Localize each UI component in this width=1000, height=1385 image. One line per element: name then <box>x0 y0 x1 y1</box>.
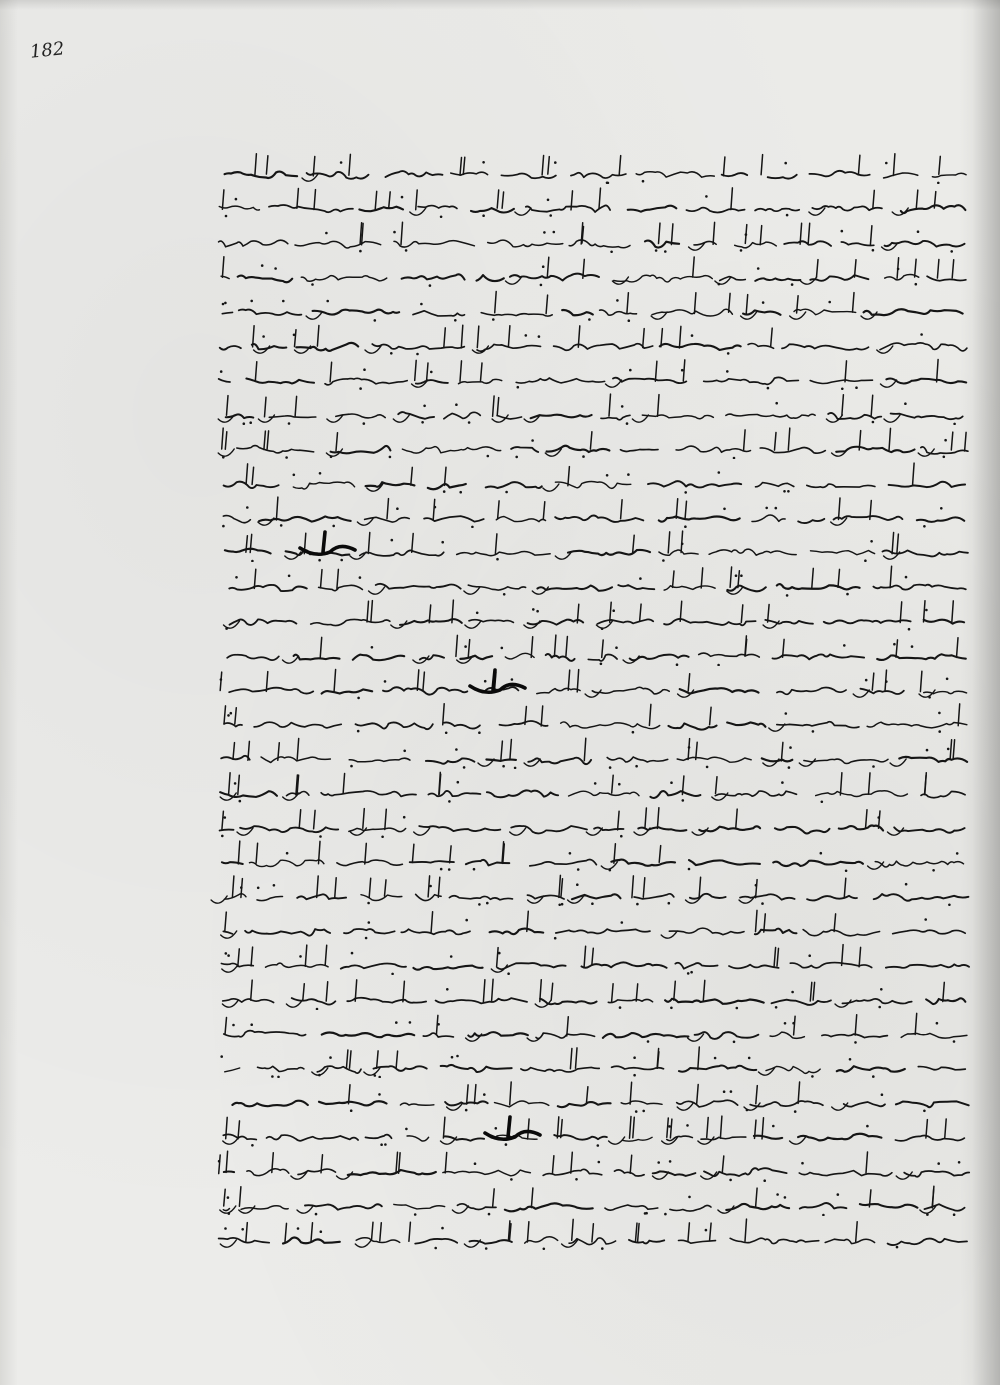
handwriting-strokes <box>210 253 980 287</box>
manuscript-line <box>210 597 980 631</box>
manuscript-line <box>210 425 980 459</box>
manuscript-line <box>210 1044 980 1078</box>
handwriting-strokes <box>210 219 980 253</box>
manuscript-line <box>210 1182 980 1216</box>
manuscript-line <box>210 322 980 356</box>
folio-number: 182 <box>28 38 66 63</box>
manuscript-line <box>210 219 980 253</box>
handwriting-strokes <box>210 184 980 218</box>
manuscript-line <box>210 391 980 425</box>
handwriting-strokes <box>210 666 980 700</box>
manuscript-line <box>210 460 980 494</box>
manuscript-line <box>210 1079 980 1113</box>
handwriting-strokes <box>210 356 980 390</box>
handwriting-strokes <box>210 1113 980 1147</box>
manuscript-line <box>210 1010 980 1044</box>
handwriting-strokes <box>210 597 980 631</box>
arabic-text-block <box>210 150 980 1240</box>
handwriting-strokes <box>210 907 980 941</box>
manuscript-line <box>210 253 980 287</box>
manuscript-line <box>210 563 980 597</box>
manuscript-line <box>210 184 980 218</box>
handwriting-strokes <box>210 941 980 975</box>
handwriting-strokes <box>210 1182 980 1216</box>
manuscript-line <box>210 872 980 906</box>
manuscript-line <box>210 941 980 975</box>
handwriting-strokes <box>210 391 980 425</box>
handwriting-strokes <box>210 150 980 184</box>
handwriting-strokes <box>210 494 980 528</box>
manuscript-line <box>210 494 980 528</box>
handwriting-strokes <box>210 425 980 459</box>
handwriting-strokes <box>210 976 980 1010</box>
handwriting-strokes <box>210 528 980 562</box>
handwriting-strokes <box>210 769 980 803</box>
page-edge-shadow <box>0 0 1000 10</box>
manuscript-line <box>210 1148 980 1182</box>
manuscript-line <box>210 735 980 769</box>
manuscript-line <box>210 632 980 666</box>
handwriting-strokes <box>210 1079 980 1113</box>
handwriting-strokes <box>210 322 980 356</box>
manuscript-line <box>210 907 980 941</box>
manuscript-line <box>210 700 980 734</box>
manuscript-line <box>210 1113 980 1147</box>
handwriting-strokes <box>210 735 980 769</box>
handwriting-strokes <box>210 838 980 872</box>
manuscript-line <box>210 769 980 803</box>
manuscript-line <box>210 976 980 1010</box>
manuscript-line <box>210 666 980 700</box>
handwriting-strokes <box>210 804 980 838</box>
manuscript-line <box>210 1216 980 1250</box>
handwriting-strokes <box>210 700 980 734</box>
manuscript-line <box>210 356 980 390</box>
handwriting-strokes <box>210 1010 980 1044</box>
handwriting-strokes <box>210 288 980 322</box>
handwriting-strokes <box>210 1148 980 1182</box>
manuscript-line <box>210 804 980 838</box>
manuscript-line <box>210 528 980 562</box>
handwriting-strokes <box>210 460 980 494</box>
manuscript-line <box>210 288 980 322</box>
handwriting-strokes <box>210 1044 980 1078</box>
handwriting-strokes <box>210 632 980 666</box>
manuscript-line <box>210 150 980 184</box>
manuscript-line <box>210 838 980 872</box>
handwriting-strokes <box>210 872 980 906</box>
handwriting-strokes <box>210 563 980 597</box>
handwriting-strokes <box>210 1216 980 1250</box>
